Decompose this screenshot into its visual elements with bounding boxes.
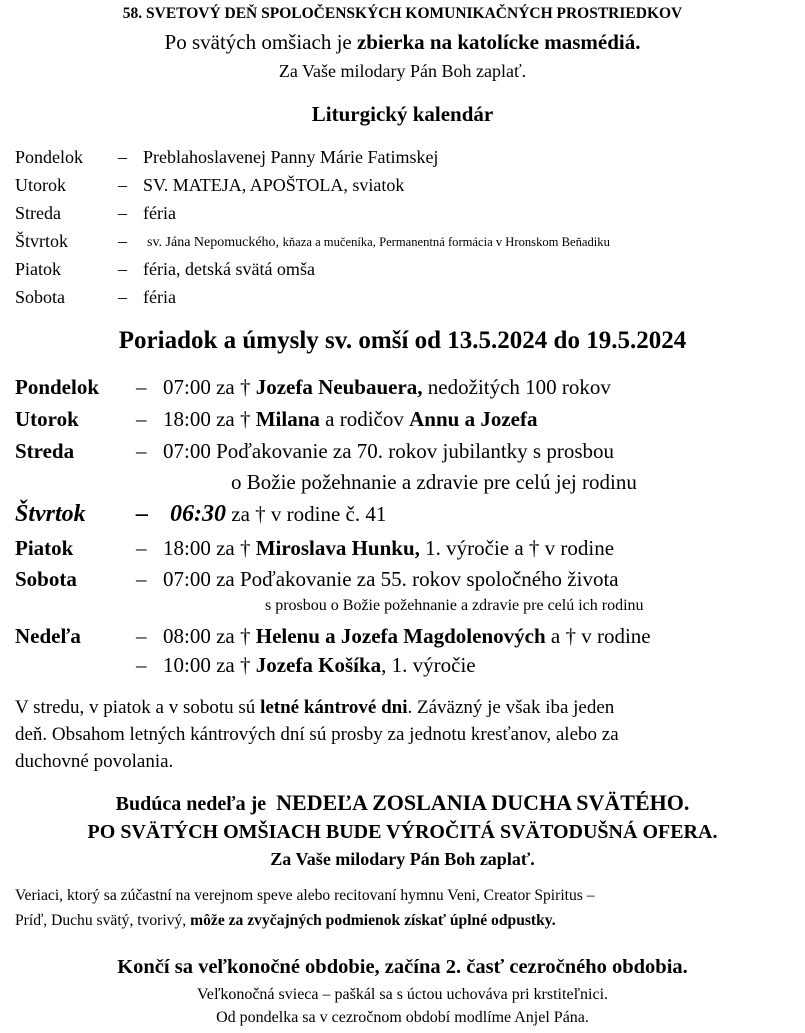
mass-text: 08:00 za † xyxy=(163,624,256,648)
indulgence-line xyxy=(15,912,556,930)
calendar-text: féria, detská svätá omša xyxy=(143,259,315,279)
calendar-dash: – xyxy=(118,287,127,307)
calendar-day: Utorok xyxy=(15,175,66,195)
mass-dash: – xyxy=(136,624,147,648)
mass-intention xyxy=(163,536,614,561)
calendar-title: Liturgický kalendár xyxy=(311,102,494,126)
pentecost-thanks: Za Vaše milodary Pán Boh zaplať. xyxy=(270,849,535,869)
collection-text: Po svätých omšiach je xyxy=(164,30,357,54)
mass-text: 1. výročie a † v rodine xyxy=(419,536,615,560)
pentecost-line xyxy=(0,790,805,816)
pentecost-line: PO SVÄTÝCH OMŠIACH BUDE VÝROČITÁ SVÄTODUŠNÁ OFERA. xyxy=(87,821,718,843)
mass-text: a † v rodine xyxy=(545,624,651,648)
calendar-day: Streda xyxy=(15,203,61,223)
calendar-day: Štvrtok xyxy=(15,231,69,251)
mass-name: Jozefa Košíka xyxy=(255,653,382,677)
mass-text: 10:00 za † xyxy=(163,653,256,677)
ember-text: . Záväzný je však iba jeden xyxy=(407,697,615,718)
mass-text: 18:00 za † xyxy=(163,536,256,560)
pentecost-highlight: NEDEĽA ZOSLANIA DUCHA SVÄTÉHO. xyxy=(276,790,690,815)
mass-day: Utorok xyxy=(15,407,79,431)
mass-day: Nedeľa xyxy=(15,624,81,648)
thanks-line: Za Vaše milodary Pán Boh zaplať. xyxy=(278,61,527,81)
calendar-text: Preblahoslavenej Panny Márie Fatimskej xyxy=(143,147,439,167)
mass-text: za † v rodine č. 41 xyxy=(226,502,387,526)
calendar-day: Pondelok xyxy=(15,147,84,167)
mass-dash: – xyxy=(136,536,147,560)
mass-intention: 07:00 Poďakovanie za 70. rokov jubilantky s prosbou xyxy=(163,439,615,463)
ember-text: V stredu, v piatok a v sobotu sú xyxy=(15,697,261,718)
calendar-day: Piatok xyxy=(15,259,62,279)
mass-intention xyxy=(163,653,476,678)
indulgence-line: Veriaci, ktorý sa zúčastní na verejnom speve alebo recitovaní hymnu Veni, Creator Spiritus – xyxy=(15,887,595,904)
calendar-dash: – xyxy=(118,175,127,195)
closing-line: Od pondelka sa v cezročnom období modlíme Anjel Pána. xyxy=(216,1009,589,1026)
mass-text: 07:00 za † xyxy=(163,375,256,399)
mass-intention xyxy=(170,501,386,528)
mass-day: Pondelok xyxy=(15,375,100,399)
mass-day: Piatok xyxy=(15,536,74,560)
calendar-dash: – xyxy=(118,147,127,167)
mass-dash: – xyxy=(136,407,147,431)
mass-day: Sobota xyxy=(15,567,77,591)
calendar-text: féria xyxy=(143,203,176,223)
mass-text: nedožitých 100 rokov xyxy=(422,375,611,399)
closing-title: Končí sa veľkonočné obdobie, začína 2. časť cezročného obdobia. xyxy=(117,956,688,978)
calendar-text: SV. MATEJA, APOŠTOLA, sviatok xyxy=(143,175,405,195)
calendar-text-saint: sv. Jána Nepomuckého, xyxy=(147,235,283,250)
mass-time: 06:30 xyxy=(170,501,226,527)
ember-line: deň. Obsahom letných kántrových dní sú prosby za jednotu kresťanov, alebo za xyxy=(15,724,619,745)
ember-line xyxy=(15,697,614,719)
ember-highlight: letné kántrové dni xyxy=(260,697,408,718)
collection-highlight: zbierka na katolícke masmédiá. xyxy=(356,30,641,54)
mass-intention-continued: o Božie požehnanie a zdravie pre celú jej rodinu xyxy=(231,470,637,494)
mass-dash: – xyxy=(136,567,147,591)
mass-name: Miroslava Hunku, xyxy=(255,536,420,560)
indulgence-highlight: môže za zvyčajných podmienok získať úplné odpustky. xyxy=(190,912,556,929)
calendar-text xyxy=(147,235,610,251)
mass-text: , 1. výročie xyxy=(381,653,476,677)
mass-intention: 07:00 za Poďakovanie za 55. rokov spoločného života xyxy=(163,567,619,591)
calendar-text-detail: kňaza a mučeníka, Permanentná formácia v Hronskom Beňadiku xyxy=(282,235,610,249)
closing-line: Veľkonočná svieca – paškál sa s úctou uchováva pri krstiteľnici. xyxy=(196,986,609,1003)
mass-dash: – xyxy=(136,653,147,677)
pentecost-text: Budúca nedeľa je xyxy=(115,793,267,815)
mass-name: Annu a Jozefa xyxy=(409,407,538,431)
mass-text: a rodičov xyxy=(319,407,410,431)
mass-name: Jozefa Neubauera, xyxy=(255,375,423,399)
collection-line xyxy=(0,30,805,55)
mass-dash: – xyxy=(136,501,148,527)
mass-intention xyxy=(163,375,611,400)
indulgence-text: Príď, Duchu svätý, tvorivý, xyxy=(15,912,191,929)
mass-intention xyxy=(163,407,537,432)
event-heading: 58. SVETOVÝ DEŇ SPOLOČENSKÝCH KOMUNIKAČNÝCH PROSTRIEDKOV xyxy=(122,5,683,22)
mass-day: Streda xyxy=(15,439,75,463)
mass-text: 18:00 za † xyxy=(163,407,256,431)
mass-name: Helenu a Jozefa Magdolenových xyxy=(255,624,546,648)
mass-dash: – xyxy=(136,375,147,399)
mass-schedule-title: Poriadok a úmysly sv. omší od 13.5.2024 do 19.5.2024 xyxy=(118,327,687,354)
mass-intention-continued: s prosbou o Božie požehnanie a zdravie pre celú ich rodinu xyxy=(265,597,644,614)
mass-dash: – xyxy=(136,439,147,463)
calendar-day: Sobota xyxy=(15,287,66,307)
mass-name: Milana xyxy=(255,407,320,431)
ember-line: duchovné povolania. xyxy=(15,751,174,772)
calendar-text: féria xyxy=(143,287,176,307)
calendar-dash: – xyxy=(118,231,127,251)
mass-day: Štvrtok xyxy=(15,501,86,527)
mass-intention xyxy=(163,624,651,649)
calendar-dash: – xyxy=(118,259,127,279)
calendar-dash: – xyxy=(118,203,127,223)
